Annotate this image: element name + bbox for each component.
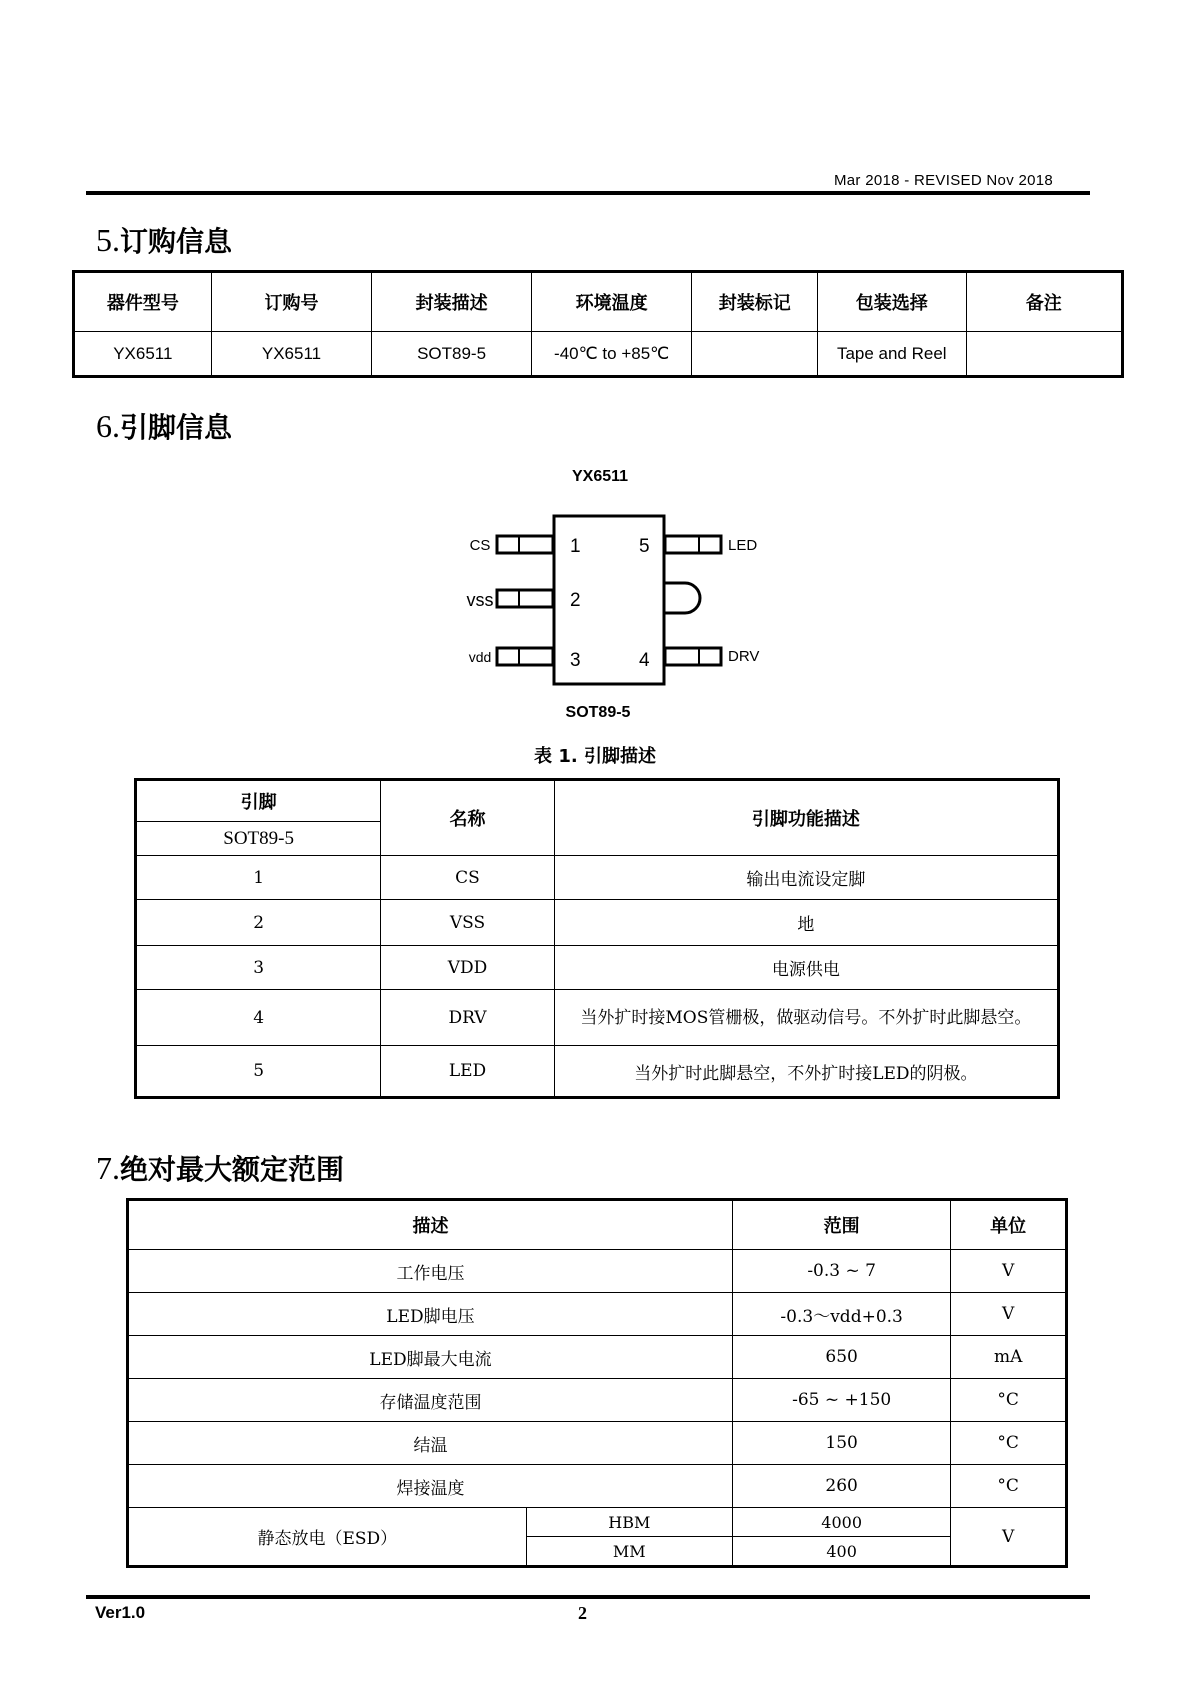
table-row xyxy=(136,990,1059,1046)
pin-4-name: DRV xyxy=(728,648,760,665)
pin-name: LED xyxy=(381,1046,554,1098)
col-packing: 包装选择 xyxy=(817,272,966,332)
rating-desc: LED脚电压 xyxy=(128,1293,733,1336)
col-remarks: 备注 xyxy=(966,272,1122,332)
cell-packing: Tape and Reel xyxy=(817,332,966,377)
col-order-no: 订购号 xyxy=(211,272,372,332)
ratings-header-row xyxy=(128,1200,1067,1250)
table-row xyxy=(136,1046,1059,1098)
pin-description: 当外扩时接MOS管栅极，做驱动信号。不外扩时此脚悬空。 xyxy=(554,990,1058,1046)
pin-name: VDD xyxy=(381,946,554,990)
header-unit: 单位 xyxy=(951,1200,1067,1250)
pin-5-number: 5 xyxy=(639,536,650,557)
table-row xyxy=(128,1422,1067,1465)
pin-2-lead xyxy=(497,590,553,607)
header-rule xyxy=(86,191,1090,195)
esd-row-hbm xyxy=(128,1508,1067,1537)
pinout-diagram xyxy=(440,455,760,735)
section-5-label: 订购信息 xyxy=(120,225,233,258)
header-desc: 描述 xyxy=(128,1200,733,1250)
table-row xyxy=(128,1465,1067,1508)
package-label: SOT89-5 xyxy=(565,704,631,721)
rating-unit: °C xyxy=(951,1422,1067,1465)
header-range: 范围 xyxy=(732,1200,950,1250)
pin-5-lead xyxy=(665,536,721,553)
footer-version: Ver1.0 xyxy=(95,1603,146,1622)
section-5-title xyxy=(96,220,232,260)
section-7-title xyxy=(96,1148,344,1188)
pin-3-lead xyxy=(497,648,553,665)
pin-name: CS xyxy=(381,856,554,900)
header-description: 引脚功能描述 xyxy=(554,780,1058,856)
esd-value-hbm: 4000 xyxy=(732,1508,950,1537)
absolute-max-ratings-table xyxy=(126,1198,1068,1568)
table-row xyxy=(128,1250,1067,1293)
pin-3-name: vdd xyxy=(468,649,492,665)
cell-temp: -40℃ to +85℃ xyxy=(531,332,692,377)
pin-2-number: 2 xyxy=(570,590,581,611)
rating-unit: °C xyxy=(951,1465,1067,1508)
pin-2-name: vss xyxy=(466,590,494,610)
pin-1-lead xyxy=(497,536,553,553)
table-row xyxy=(136,900,1059,946)
table-row xyxy=(136,946,1059,990)
pin-description: 电源供电 xyxy=(554,946,1058,990)
heat-tab xyxy=(665,583,700,613)
rating-unit: °C xyxy=(951,1379,1067,1422)
section-6-title xyxy=(96,406,232,446)
esd-value-mm: 400 xyxy=(732,1537,950,1567)
rating-desc: 焊接温度 xyxy=(128,1465,733,1508)
pin-header-row-1 xyxy=(136,780,1059,822)
pin-4-lead xyxy=(665,648,721,665)
ordering-row xyxy=(74,332,1123,377)
pin-number: 3 xyxy=(136,946,381,990)
rating-range: 260 xyxy=(732,1465,950,1508)
col-temp: 环境温度 xyxy=(531,272,692,332)
header-name: 名称 xyxy=(381,780,554,856)
chip-name-label: YX6511 xyxy=(571,468,629,485)
section-6-label: 引脚信息 xyxy=(120,411,233,444)
header-pin: 引脚 xyxy=(136,780,381,822)
pin-4-number: 4 xyxy=(639,650,650,671)
pin-3-number: 3 xyxy=(570,650,581,671)
pin-1-name: CS xyxy=(469,537,491,554)
col-device: 器件型号 xyxy=(74,272,212,332)
rating-desc: 存储温度范围 xyxy=(128,1379,733,1422)
pin-description: 地 xyxy=(554,900,1058,946)
section-7-number: 7. xyxy=(96,1150,120,1186)
cell-remarks xyxy=(966,332,1122,377)
pin-description-table xyxy=(134,778,1060,1099)
footer-page-number: 2 xyxy=(578,1603,587,1623)
cell-device: YX6511 xyxy=(74,332,212,377)
esd-model-mm: MM xyxy=(526,1537,732,1567)
pin-name: VSS xyxy=(381,900,554,946)
footer-rule xyxy=(86,1595,1090,1599)
esd-desc: 静态放电（ESD） xyxy=(128,1508,527,1567)
pin-table-caption: 表 1. 引脚描述 xyxy=(534,746,656,767)
pin-number: 5 xyxy=(136,1046,381,1098)
pin-description: 当外扩时此脚悬空，不外扩时接LED的阴极。 xyxy=(554,1046,1058,1098)
pin-number: 2 xyxy=(136,900,381,946)
cell-package: SOT89-5 xyxy=(372,332,532,377)
rating-range: -0.3～vdd+0.3 xyxy=(732,1293,950,1336)
table-row xyxy=(128,1336,1067,1379)
pin-description: 输出电流设定脚 xyxy=(554,856,1058,900)
rating-range: -65 ~ +150 xyxy=(732,1379,950,1422)
pin-5-name: LED xyxy=(728,537,758,554)
section-7-label: 绝对最大额定范围 xyxy=(120,1153,345,1186)
ordering-header-row xyxy=(74,272,1123,332)
pin-number: 4 xyxy=(136,990,381,1046)
rating-unit: mA xyxy=(951,1336,1067,1379)
col-marking: 封装标记 xyxy=(692,272,818,332)
table-row xyxy=(136,856,1059,900)
esd-model-hbm: HBM xyxy=(526,1508,732,1537)
section-6-number: 6. xyxy=(96,408,120,444)
table-row xyxy=(128,1293,1067,1336)
table-row xyxy=(128,1379,1067,1422)
cell-marking xyxy=(692,332,818,377)
rating-desc: LED脚最大电流 xyxy=(128,1336,733,1379)
rating-range: 150 xyxy=(732,1422,950,1465)
esd-unit: V xyxy=(951,1508,1067,1567)
cell-order-no: YX6511 xyxy=(211,332,372,377)
pin-1-number: 1 xyxy=(570,536,581,557)
rating-range: -0.3 ~ 7 xyxy=(732,1250,950,1293)
rating-unit: V xyxy=(951,1293,1067,1336)
pin-number: 1 xyxy=(136,856,381,900)
rating-range: 650 xyxy=(732,1336,950,1379)
section-5-number: 5. xyxy=(96,222,120,258)
col-package: 封装描述 xyxy=(372,272,532,332)
header-date: Mar 2018 - REVISED Nov 2018 xyxy=(834,172,1054,189)
header-package: SOT89-5 xyxy=(136,822,381,856)
rating-desc: 工作电压 xyxy=(128,1250,733,1293)
rating-unit: V xyxy=(951,1250,1067,1293)
pin-name: DRV xyxy=(381,990,554,1046)
ordering-table xyxy=(72,270,1124,378)
rating-desc: 结温 xyxy=(128,1422,733,1465)
